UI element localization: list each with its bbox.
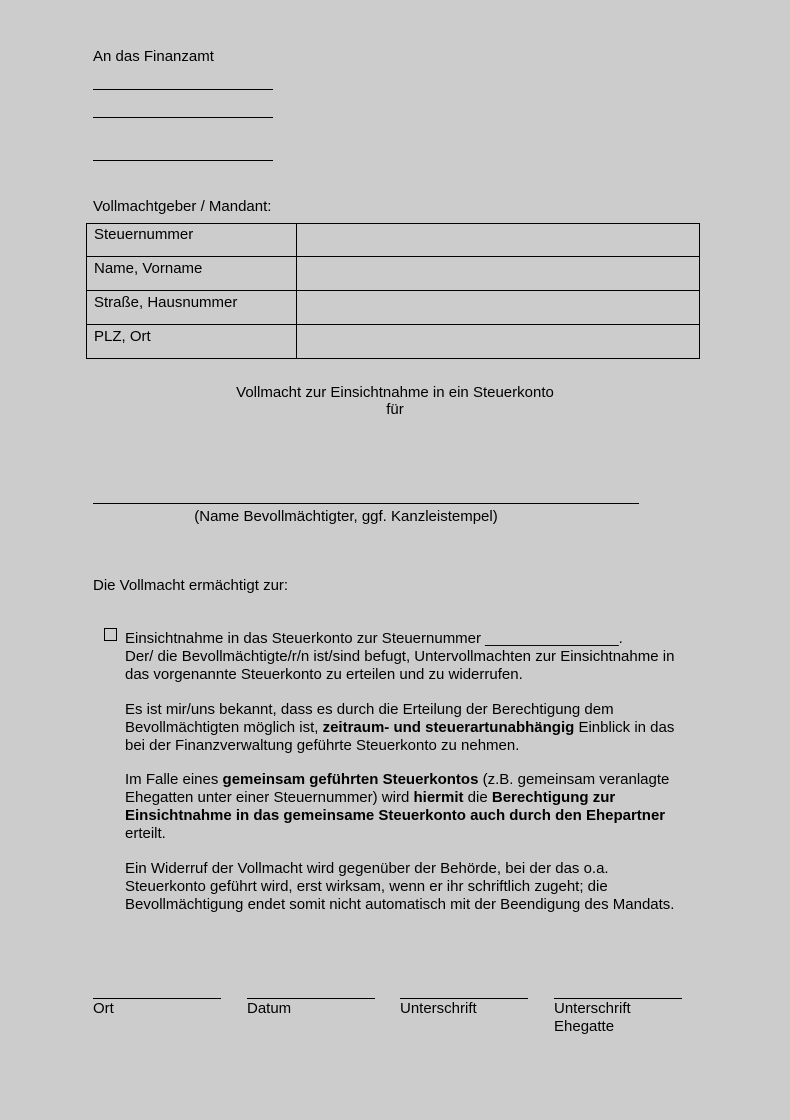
option-line: Der/ die Bevollmächtigte/r/n ist/sind befugt, Untervollmachten zur Einsichtnahme in [125,648,675,665]
zip-city-field[interactable] [297,325,700,359]
tax-office-name-line[interactable] [93,89,273,90]
revocation-paragraph [125,860,725,914]
emphasis: gemeinsam geführten Steuerkontos [222,771,479,788]
date-line[interactable] [247,998,375,999]
paragraph-line [125,807,725,825]
emphasis: zeitraum- und steuerartunabhängig [322,719,575,736]
paragraph-line: Im Falle eines gemeinsam geführten Steuerkontos (z.B. gemeinsam veranlagte [125,771,670,788]
name-label: Name, Vorname [87,257,297,291]
joint-account-paragraph [125,771,725,843]
tax-office-street-line[interactable] [93,117,273,118]
representative-caption: (Name Bevollmächtigter, ggf. Kanzleistempel) [194,508,498,525]
date-label: Datum [247,1000,292,1017]
grantor-heading: Vollmachtgeber / Mandant: [93,198,272,215]
document-title: Vollmacht zur Einsichtnahme in ein Steuerkonto [236,384,554,401]
table-row [87,224,700,257]
zip-city-label: PLZ, Ort [87,325,297,359]
paragraph-line: Ehegatten unter einer Steuernummer) wird hiermit die Berechtigung zur [125,789,616,806]
place-line[interactable] [93,998,221,999]
representative-name-line[interactable] [93,503,639,504]
awareness-paragraph [125,701,725,755]
tax-office-city-line[interactable] [93,160,273,161]
paragraph-line: erteilt. [125,825,166,842]
account-access-checkbox[interactable] [104,628,117,641]
table-row [87,325,700,359]
paragraph-line: bei der Finanzverwaltung geführte Steuerkonto zu nehmen. [125,737,520,754]
option-line: Einsichtnahme in das Steuerkonto zur Steuernummer ________________. [125,630,623,647]
grantor-table [86,223,700,359]
signature-label: Unterschrift [400,1000,477,1017]
paragraph-line: Steuerkonto geführt wird, erst wirksam, wenn er ihr schriftlich zugeht; die [125,878,608,895]
paragraph-line: Bevollmächtigung endet somit nicht automatisch mit der Beendigung des Mandats. [125,896,675,913]
place-label: Ort [93,1000,114,1017]
name-field[interactable] [297,257,700,291]
tax-number-field[interactable] [297,224,700,257]
paragraph-line: Bevollmächtigten möglich ist, zeitraum- und steuerartunabhängig Einblick in das [125,719,675,736]
table-row [87,257,700,291]
recipient-label: An das Finanzamt [93,48,214,65]
option-line: das vorgenannte Steuerkonto zu erteilen und zu widerrufen. [125,666,523,683]
option-paragraph [125,630,725,684]
spouse-signature-label: Unterschrift Ehegatte [554,1000,631,1035]
spouse-signature-line[interactable] [554,998,682,999]
paragraph-line: Ein Widerruf der Vollmacht wird gegenüber der Behörde, bei der das o.a. [125,860,609,877]
table-row [87,291,700,325]
emphasis: Berechtigung zur [491,789,616,806]
paragraph-line: Es ist mir/uns bekannt, dass es durch die Erteilung der Berechtigung dem [125,701,614,718]
emphasis: hiermit [413,789,464,806]
street-field[interactable] [297,291,700,325]
signature-line[interactable] [400,998,528,999]
document-title-for: für [386,401,404,418]
street-label: Straße, Hausnummer [87,291,297,325]
tax-number-label: Steuernummer [87,224,297,257]
emphasis: Einsichtnahme in das gemeinsame Steuerkonto auch durch den Ehepartner [125,807,666,824]
authorization-heading: Die Vollmacht ermächtigt zur: [93,577,289,594]
